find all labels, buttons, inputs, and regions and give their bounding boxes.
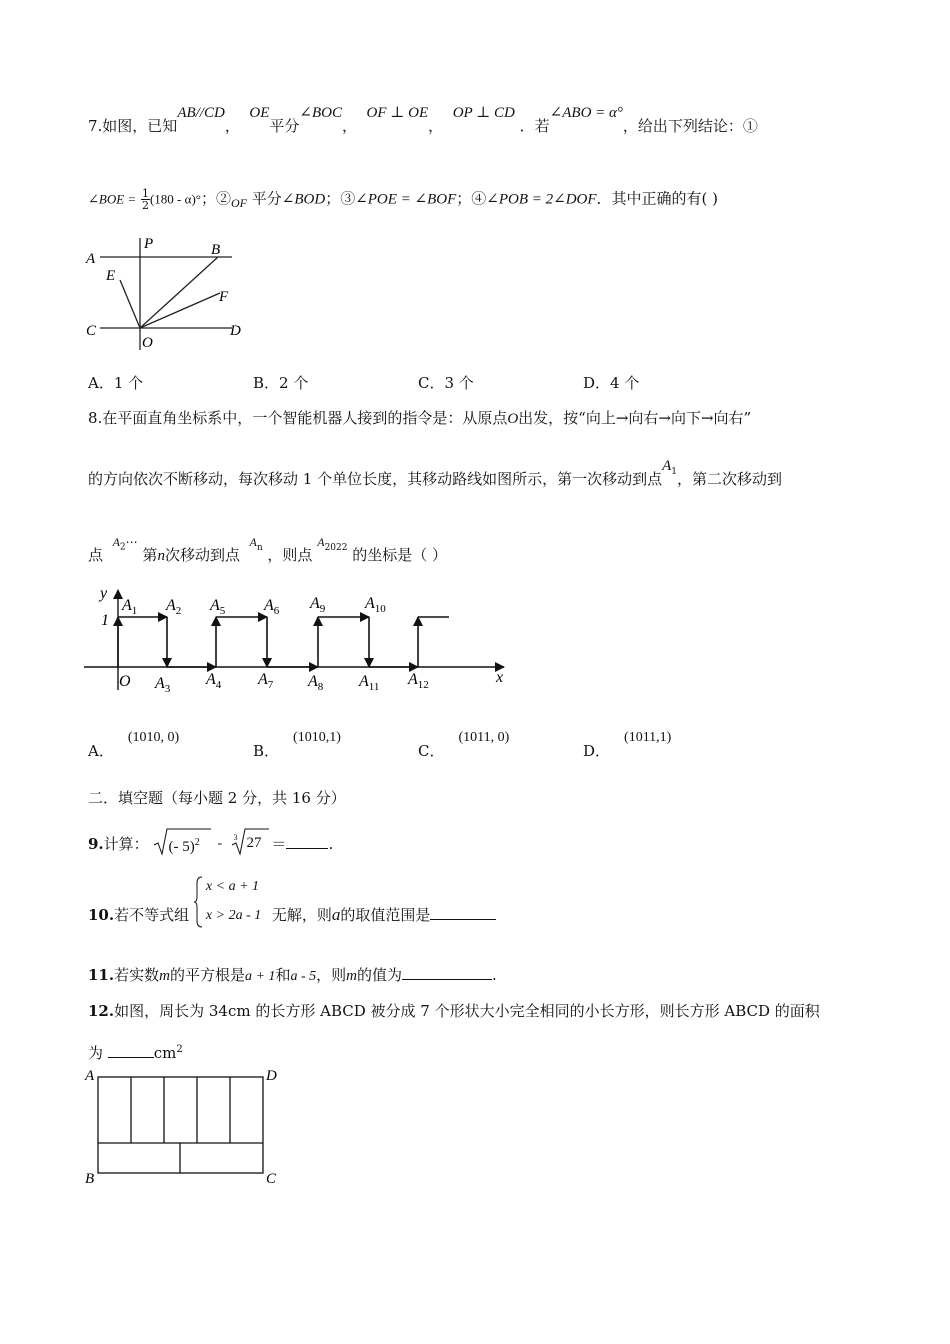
q7-line-1 [88,105,758,137]
label-a12: $A_{12}$ [408,671,429,691]
ray-oe [120,280,140,328]
label-a9: $A_9$ [310,595,326,615]
q8-point-a2-sub: 2 [119,542,126,553]
q7-angle-boc: ∠BOC [299,105,342,121]
q7-c4-equation: ∠POB = 2∠DOF [486,191,597,208]
brace-icon [194,875,204,929]
q7-question: ．其中正确的有( ) [596,189,719,208]
q7-angle-abo: ∠ABO = α° [549,105,623,121]
q11-answer-blank[interactable] [402,965,492,980]
q7-c2-angle-bod: ∠BOD [281,191,326,208]
label-f: F [219,289,229,305]
q8-point-a1-sub: 1 [671,467,677,477]
q10-inequality-1: x < a + 1 [205,879,260,894]
q8-point-a2022: A [317,535,325,549]
q7-oe: OE [249,105,270,121]
label-a10: $A_{10}$ [365,595,386,615]
q7-c2-prefix: ；② [200,189,231,208]
label-a: A [86,251,96,267]
q8-line-3 [88,535,448,572]
label-a7: $A_7$ [258,671,274,691]
q8-point-an: A [249,535,257,549]
q10-text: 的取值范围是 [340,906,431,924]
q10 [88,879,496,925]
label-d: D [266,1068,277,1084]
q12-unit-exponent: 2 [176,1044,183,1055]
q8-text: 出发，按“向上→向右→向下→向右” [518,409,752,427]
q9 [88,834,333,855]
label-p: P [144,236,154,252]
q7-comma: ， [428,117,444,135]
q7-option-a[interactable]: A．1 个 [88,374,144,392]
q8-text: 第 [142,546,158,564]
option-letter: B． [253,742,280,760]
q8-point-a2022-sub: 2022 [324,543,348,553]
ray-of [140,293,220,328]
q7-c2-of: OF [230,195,247,210]
label-b: B [85,1171,95,1187]
q8-option-c[interactable] [418,725,510,760]
q8-point-a1: A [662,458,672,474]
q10-system [194,879,272,925]
q12-figure [82,1064,288,1190]
label-e: E [106,268,116,284]
label-c: C [266,1171,277,1187]
q11-expression-2: a - 5 [290,969,317,984]
label-one: 1 [101,612,109,629]
label-a: A [85,1068,95,1084]
q7-c1-left: ∠BOE = [88,191,137,207]
q8-option-b[interactable] [253,725,341,760]
option-letter: C． [418,742,445,760]
label-a5: $A_5$ [210,597,226,617]
q8-figure [82,580,522,695]
label-a6: $A_6$ [264,597,280,617]
q7-if-text: ．若 [519,117,550,135]
option-value: (1010,1) [293,730,341,745]
label-o: O [142,335,153,351]
q7-comma: ， [224,117,240,135]
q7-c3-equation: ∠POE = ∠BOF [355,191,457,208]
q10-text: 无解，则 [271,906,332,924]
q11-end: . [492,966,497,984]
q11-expression-1: a + 1 [244,969,276,984]
label-a1: $A_1$ [122,597,138,617]
q8-option-d[interactable] [583,725,672,760]
q7-op-perp-cd: OP ⊥ CD [452,105,515,121]
q7-tail-text: ，给出下列结论：① [622,117,758,135]
q12-number: 12. [88,1002,115,1020]
q8-point-an-sub: n [256,543,263,553]
q8-ellipsis: ⋯ [125,535,138,549]
label-a8: $A_8$ [308,673,324,693]
q7-ab-parallel-cd: AB//CD [177,105,225,121]
q9-end: . [328,835,334,853]
q8-text: 8.在平面直角坐标系中，一个智能机器人接到的指令是：从原点 [88,409,508,427]
q8-line-2 [88,458,783,496]
q7-line-2 [88,188,718,211]
q7-c1-fraction [141,188,150,211]
label-x: x [496,669,504,686]
q8-point-a2: A [112,535,120,549]
q8-text: 的方向依次不断移动，每次移动 1 个单位长度，其移动路线如图所示，第一次移动到点 [88,470,663,488]
option-letter: D． [583,742,611,760]
option-letter: A． [88,742,114,760]
q8-text: 的坐标是（ ） [352,546,448,564]
q9-root-index: 3 [233,833,238,842]
q7-c1-right: (180 - α)° [149,191,201,207]
q12-unit: cm [153,1044,177,1062]
q7-option-b[interactable]: B．2 个 [253,374,309,392]
q7-comma: ， [341,117,357,135]
label-y: y [100,585,108,602]
q9-exponent: 2 [194,837,200,848]
q10-inequality-2: x > 2a - 1 [205,908,262,923]
q9-minus: - [217,836,223,851]
q9-expression [153,835,303,855]
label-a3: $A_3$ [155,675,171,695]
q10-answer-blank[interactable] [430,905,496,920]
fraction-numerator: 1 [141,187,149,200]
q7-option-c[interactable]: C．3 个 [418,374,474,392]
q9-number: 9. [88,835,104,853]
q7-c4-prefix: ；④ [456,189,487,208]
q11-text: 和 [275,966,291,984]
label-origin: O [119,673,131,690]
q9-text: 计算： [103,835,149,853]
q12-line-2 [88,1040,183,1063]
q7-option-d[interactable]: D．4 个 [583,374,640,392]
section-heading: 二．填空题（每小题 2 分，共 16 分） [88,789,346,807]
label-c: C [86,323,97,339]
fraction-denominator: 2 [141,199,149,212]
q11-variable-m: m [346,968,357,984]
q11-number: 11. [88,966,115,984]
q7-bisect-text: 平分 [269,117,300,135]
label-a11: $A_{11}$ [359,673,380,693]
q11-text: ，则 [316,966,347,984]
q12-answer-blank[interactable] [108,1043,154,1058]
q9-sqrt-content [168,833,199,857]
q8-text: 次移动到点 [164,546,240,564]
q10-variable-a: a [331,905,341,924]
q7-prefix: 7.如图，已知 [88,117,178,135]
q12-text: 如图，周长为 34cm 的长方形 ABCD 被分成 7 个形状大小完全相同的小长方形，则长方形 ABCD 的面积 [114,1002,820,1020]
q11 [88,965,497,987]
q8-n: n [157,548,165,564]
q7-c2-text: 平分 [251,189,282,208]
q12-line-1 [88,1001,820,1021]
q8-line-1 [88,408,751,429]
label-d: D [230,323,241,339]
q7-of-perp-oe: OF ⊥ OE [366,105,429,121]
label-b: B [211,242,221,258]
ray-ob [140,257,218,328]
q11-variable-m: m [159,968,170,984]
q7-figure [82,230,252,355]
option-value: (1011, 0) [458,730,510,745]
q11-text: 若实数 [114,966,160,984]
label-a2: $A_2$ [166,597,182,617]
q12-text: 为 [88,1044,108,1062]
option-value: (1011,1) [624,730,672,745]
q10-text: 若不等式组 [114,906,190,924]
q8-text: ，第二次移动到 [677,470,783,488]
label-a4: $A_4$ [206,671,222,691]
q8-text: 点 [88,546,104,564]
q8-origin-o: O [507,411,519,427]
q11-text: 的值为 [356,966,402,984]
q10-number: 10. [88,906,115,924]
q11-text: 的平方根是 [169,966,245,984]
option-value: (1010, 0) [127,730,180,745]
q9-equals: ＝ [271,835,287,853]
q9-base: (- 5) [168,839,195,855]
q8-text: ，则点 [267,546,313,564]
q7-c3-prefix: ；③ [325,189,356,208]
q9-radicand: 27 [246,835,262,851]
q8-option-a[interactable] [88,725,180,760]
